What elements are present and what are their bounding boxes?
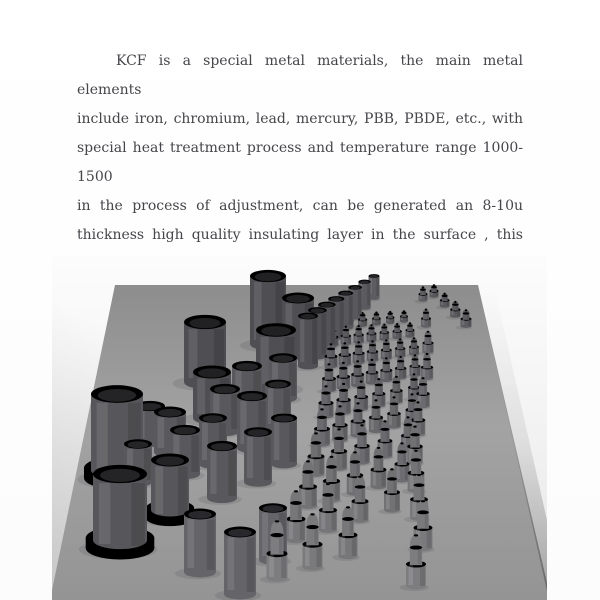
description-line: in the process of adjustment, can be generated an 8-10u xyxy=(77,198,523,214)
description-line: include iron, chromium, lead, mercury, PBB, PBDE, etc., with xyxy=(77,111,523,127)
product-photo-svg xyxy=(52,256,547,600)
description-line: special heat treatment process and temperature range 1000-1500 xyxy=(77,140,523,185)
product-photo xyxy=(52,256,547,600)
description-line: thickness high quality insulating layer in the surface , this xyxy=(77,227,523,243)
description-line: KCF is a special metal materials, the main metal elements xyxy=(77,53,523,98)
